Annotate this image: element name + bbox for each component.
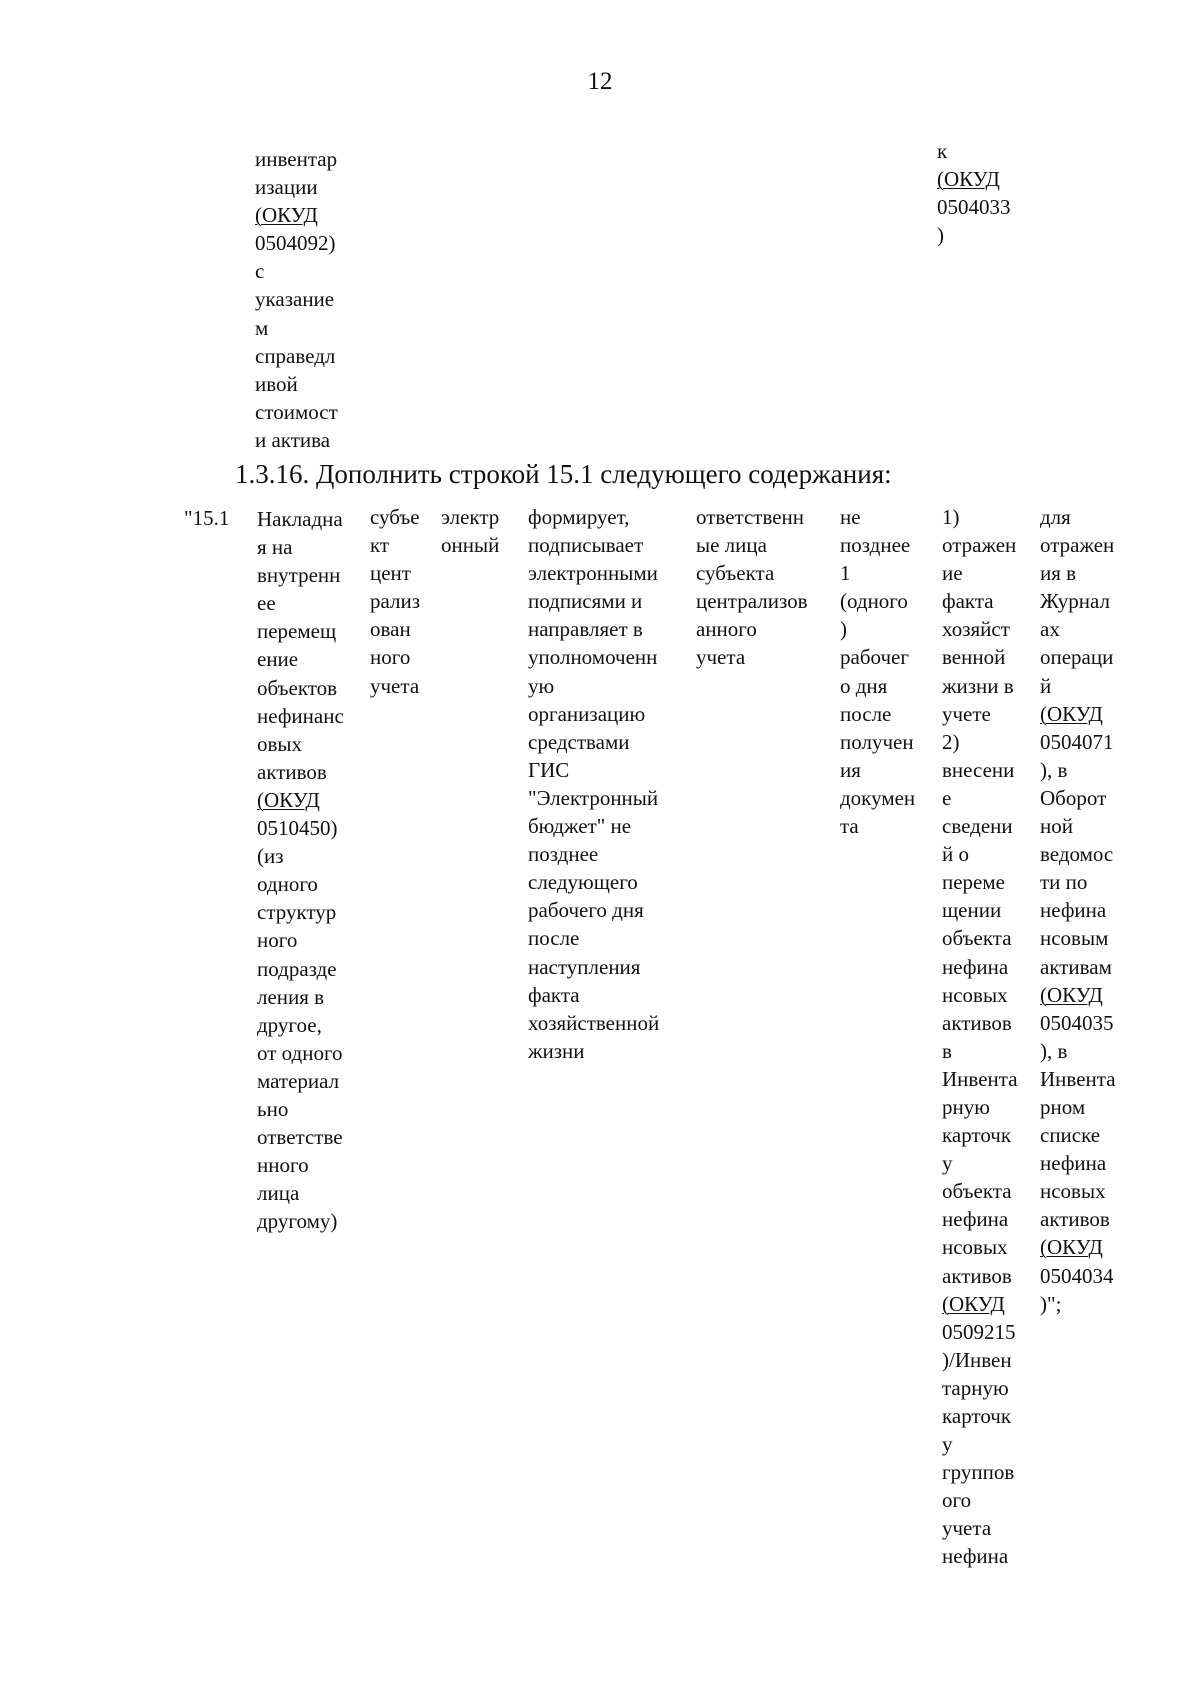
responsible-cell [696, 503, 808, 672]
cell-line: нефина [1040, 1151, 1107, 1176]
cell-line: 0504034 [1040, 1263, 1114, 1288]
cell-line: ивой [255, 371, 298, 396]
cell-line: операци [1040, 645, 1114, 670]
cell-line: ьно [257, 1096, 289, 1121]
cell-line: учета [942, 1516, 992, 1541]
cell-line: нсовых [942, 982, 1008, 1007]
cell-line: (ОКУД [255, 203, 318, 228]
cell-line: с [255, 259, 265, 284]
cell-line: рабочего дня [528, 898, 644, 923]
prev-purpose-column [937, 137, 1011, 249]
cell-line: рабочег [840, 645, 909, 670]
cell-line: Журнал [1040, 589, 1111, 614]
cell-line: (одного [840, 589, 908, 614]
cell-line: ведомос [1040, 842, 1114, 867]
cell-line: ного [257, 928, 298, 953]
cell-line: ), в [1040, 757, 1068, 782]
deadline-cell [840, 503, 915, 840]
cell-line: одного [257, 872, 318, 897]
cell-line: нефина [942, 954, 1009, 979]
cell-line: (ОКУД [1040, 1235, 1103, 1260]
cell-line: 0509215 [942, 1319, 1016, 1344]
row-number-cell [184, 504, 229, 532]
cell-line: Накладна [257, 507, 343, 531]
cell-line: учета [696, 645, 746, 670]
cell-line: (ОКУД [257, 787, 320, 812]
cell-line: онный [441, 533, 500, 558]
cell-line: справедл [255, 343, 336, 368]
cell-line: хозяйственной [528, 1010, 660, 1035]
cell-line: другому) [257, 1209, 338, 1234]
cell-line: 0504035 [1040, 1010, 1114, 1035]
cell-line: ) [937, 223, 944, 248]
cell-line: учета [370, 673, 420, 698]
procedure-cell [528, 503, 659, 1065]
cell-line: позднее [528, 842, 599, 867]
cell-line: подписями и [528, 589, 643, 614]
cell-line: ответстве [257, 1125, 343, 1150]
cell-line: субъекта [696, 561, 775, 586]
cell-line: (ОКУД [942, 1291, 1005, 1316]
cell-line: ия [840, 757, 861, 782]
cell-line: факта [942, 589, 994, 614]
cell-line: централизов [696, 589, 808, 614]
actions-cell [942, 503, 1018, 1571]
cell-line: й [1040, 673, 1052, 698]
cell-line: уполномоченн [528, 645, 658, 670]
cell-line: "Электронный [528, 785, 659, 810]
cell-line: активов [257, 759, 327, 784]
cell-line: нефина [942, 1544, 1009, 1569]
cell-line: й о [942, 842, 969, 867]
cell-line: рализ [370, 589, 421, 614]
cell-line: в [942, 1038, 952, 1063]
cell-line: организацию [528, 701, 646, 726]
cell-line: 1 [840, 561, 851, 586]
cell-line: позднее [840, 533, 911, 558]
cell-line: внутренн [257, 563, 341, 588]
cell-line: объекта [942, 926, 1012, 951]
cell-line: инвентар [255, 147, 338, 171]
cell-line: ован [370, 617, 411, 642]
cell-line: )/Инвен [942, 1347, 1012, 1372]
cell-line: нсовых [942, 1235, 1008, 1260]
cell-line: лица [257, 1181, 300, 1206]
cell-line: структур [257, 900, 337, 925]
prev-name-column [255, 145, 338, 454]
cell-line: Оборот [1040, 785, 1107, 810]
cell-line: рном [1040, 1094, 1086, 1119]
cell-line: (ОКУД [937, 167, 1000, 192]
cell-line: формирует, [528, 505, 630, 529]
cell-line: стоимост [255, 399, 338, 424]
cell-line: активов [942, 1263, 1012, 1288]
cell-line: другое, [257, 1012, 322, 1037]
cell-line: нефинанс [257, 703, 344, 728]
cell-line: активов [1040, 1207, 1110, 1232]
cell-line: объектов [257, 675, 338, 700]
cell-line: средствами [528, 729, 630, 754]
cell-line: венной [942, 645, 1006, 670]
cell-line: ее [257, 591, 276, 616]
cell-line: ого [942, 1488, 972, 1513]
cell-line: ного [370, 645, 411, 670]
cell-line: отражен [942, 533, 1017, 558]
cell-line: переме [942, 870, 1005, 895]
cell-line: субъе [370, 505, 420, 529]
cell-line: нефина [942, 1207, 1009, 1232]
cell-line: анного [696, 617, 757, 642]
cell-line: не [840, 505, 861, 529]
cell-line: факта [528, 982, 580, 1007]
cell-line: ые лица [696, 533, 767, 558]
cell-line: Инвента [1040, 1066, 1116, 1091]
cell-line: жизни в [942, 673, 1014, 698]
cell-line: ) [840, 617, 847, 642]
cell-line: ение [257, 647, 299, 672]
cell-line: (ОКУД [1040, 982, 1103, 1007]
purpose-cell [1040, 503, 1116, 1318]
cell-line: )"; [1040, 1291, 1062, 1316]
cell-line: та [840, 814, 859, 839]
cell-line: материал [257, 1068, 340, 1093]
cell-line: к [937, 139, 948, 163]
cell-line: ах [1040, 617, 1060, 642]
cell-line: ления в [257, 984, 325, 1009]
cell-line: перемещ [257, 619, 337, 644]
cell-line: 0504033 [937, 195, 1011, 220]
cell-line: для [1040, 505, 1071, 529]
cell-line: (из [257, 844, 284, 869]
cell-line: отражен [1040, 533, 1115, 558]
cell-line: 0504071 [1040, 729, 1114, 754]
cell-line: ной [1040, 814, 1073, 839]
cell-line: подписывает [528, 533, 644, 558]
cell-line: изации [255, 175, 318, 200]
cell-line: рную [942, 1094, 990, 1119]
cell-line: от одного [257, 1040, 343, 1065]
cell-line: Инвента [942, 1066, 1018, 1091]
cell-line: учете [942, 701, 991, 726]
cell-line: овых [257, 731, 303, 756]
cell-line: ответственн [696, 505, 805, 529]
cell-line: нсовых [1040, 1179, 1106, 1204]
cell-line: е [942, 785, 952, 810]
cell-line: наступления [528, 954, 641, 979]
cell-line: объекта [942, 1179, 1012, 1204]
cell-line: группов [942, 1460, 1015, 1485]
cell-line: карточк [942, 1404, 1012, 1428]
cell-line: нного [257, 1153, 309, 1178]
document-name-cell [257, 505, 344, 1235]
cell-line: нсовым [1040, 926, 1109, 951]
cell-line: щении [942, 898, 1002, 923]
cell-line: "15.1 [184, 506, 230, 530]
cell-line: внесени [942, 757, 1015, 782]
cell-line: ую [528, 673, 555, 698]
cell-line: сведени [942, 814, 1013, 839]
cell-line: 1) [942, 505, 960, 529]
cell-line: активам [1040, 954, 1112, 979]
cell-line: получен [840, 729, 914, 754]
cell-line: карточк [942, 1123, 1012, 1148]
cell-line: подразде [257, 956, 337, 981]
cell-line: у [942, 1151, 953, 1176]
form-cell [441, 503, 499, 559]
cell-line: (ОКУД [1040, 701, 1103, 726]
cell-line: цент [370, 561, 411, 586]
cell-line: и актива [255, 427, 331, 452]
cell-line: направляет в [528, 617, 643, 642]
cell-line: 0510450) [257, 816, 338, 841]
cell-line: после [840, 701, 892, 726]
creator-cell [370, 503, 420, 700]
cell-line: списке [1040, 1123, 1101, 1148]
cell-line: электр [441, 505, 500, 529]
cell-line: я на [257, 535, 293, 560]
cell-line: активов [942, 1010, 1012, 1035]
section-heading: 1.3.16. Дополнить строкой 15.1 следующего содержания: [235, 459, 892, 489]
cell-line: ти по [1040, 870, 1088, 895]
cell-line: хозяйст [942, 617, 1010, 642]
cell-line: ие [942, 561, 963, 586]
cell-line: ), в [1040, 1038, 1068, 1063]
cell-line: бюджет" не [528, 814, 632, 839]
cell-line: указание [255, 287, 335, 312]
cell-line: следующего [528, 870, 638, 895]
cell-line: жизни [528, 1038, 585, 1063]
cell-line: ия в [1040, 561, 1077, 586]
page-number: 12 [587, 68, 613, 95]
cell-line: 2) [942, 729, 960, 754]
cell-line: электронными [528, 561, 658, 586]
cell-line: после [528, 926, 580, 951]
cell-line: о дня [840, 673, 888, 698]
cell-line: докумен [840, 785, 916, 810]
cell-line: м [255, 315, 269, 340]
cell-line: 0504092) [255, 231, 336, 256]
cell-line: кт [370, 533, 390, 558]
cell-line: ГИС [528, 757, 570, 782]
cell-line: у [942, 1432, 953, 1457]
cell-line: нефина [1040, 898, 1107, 923]
cell-line: тарную [942, 1375, 1009, 1400]
